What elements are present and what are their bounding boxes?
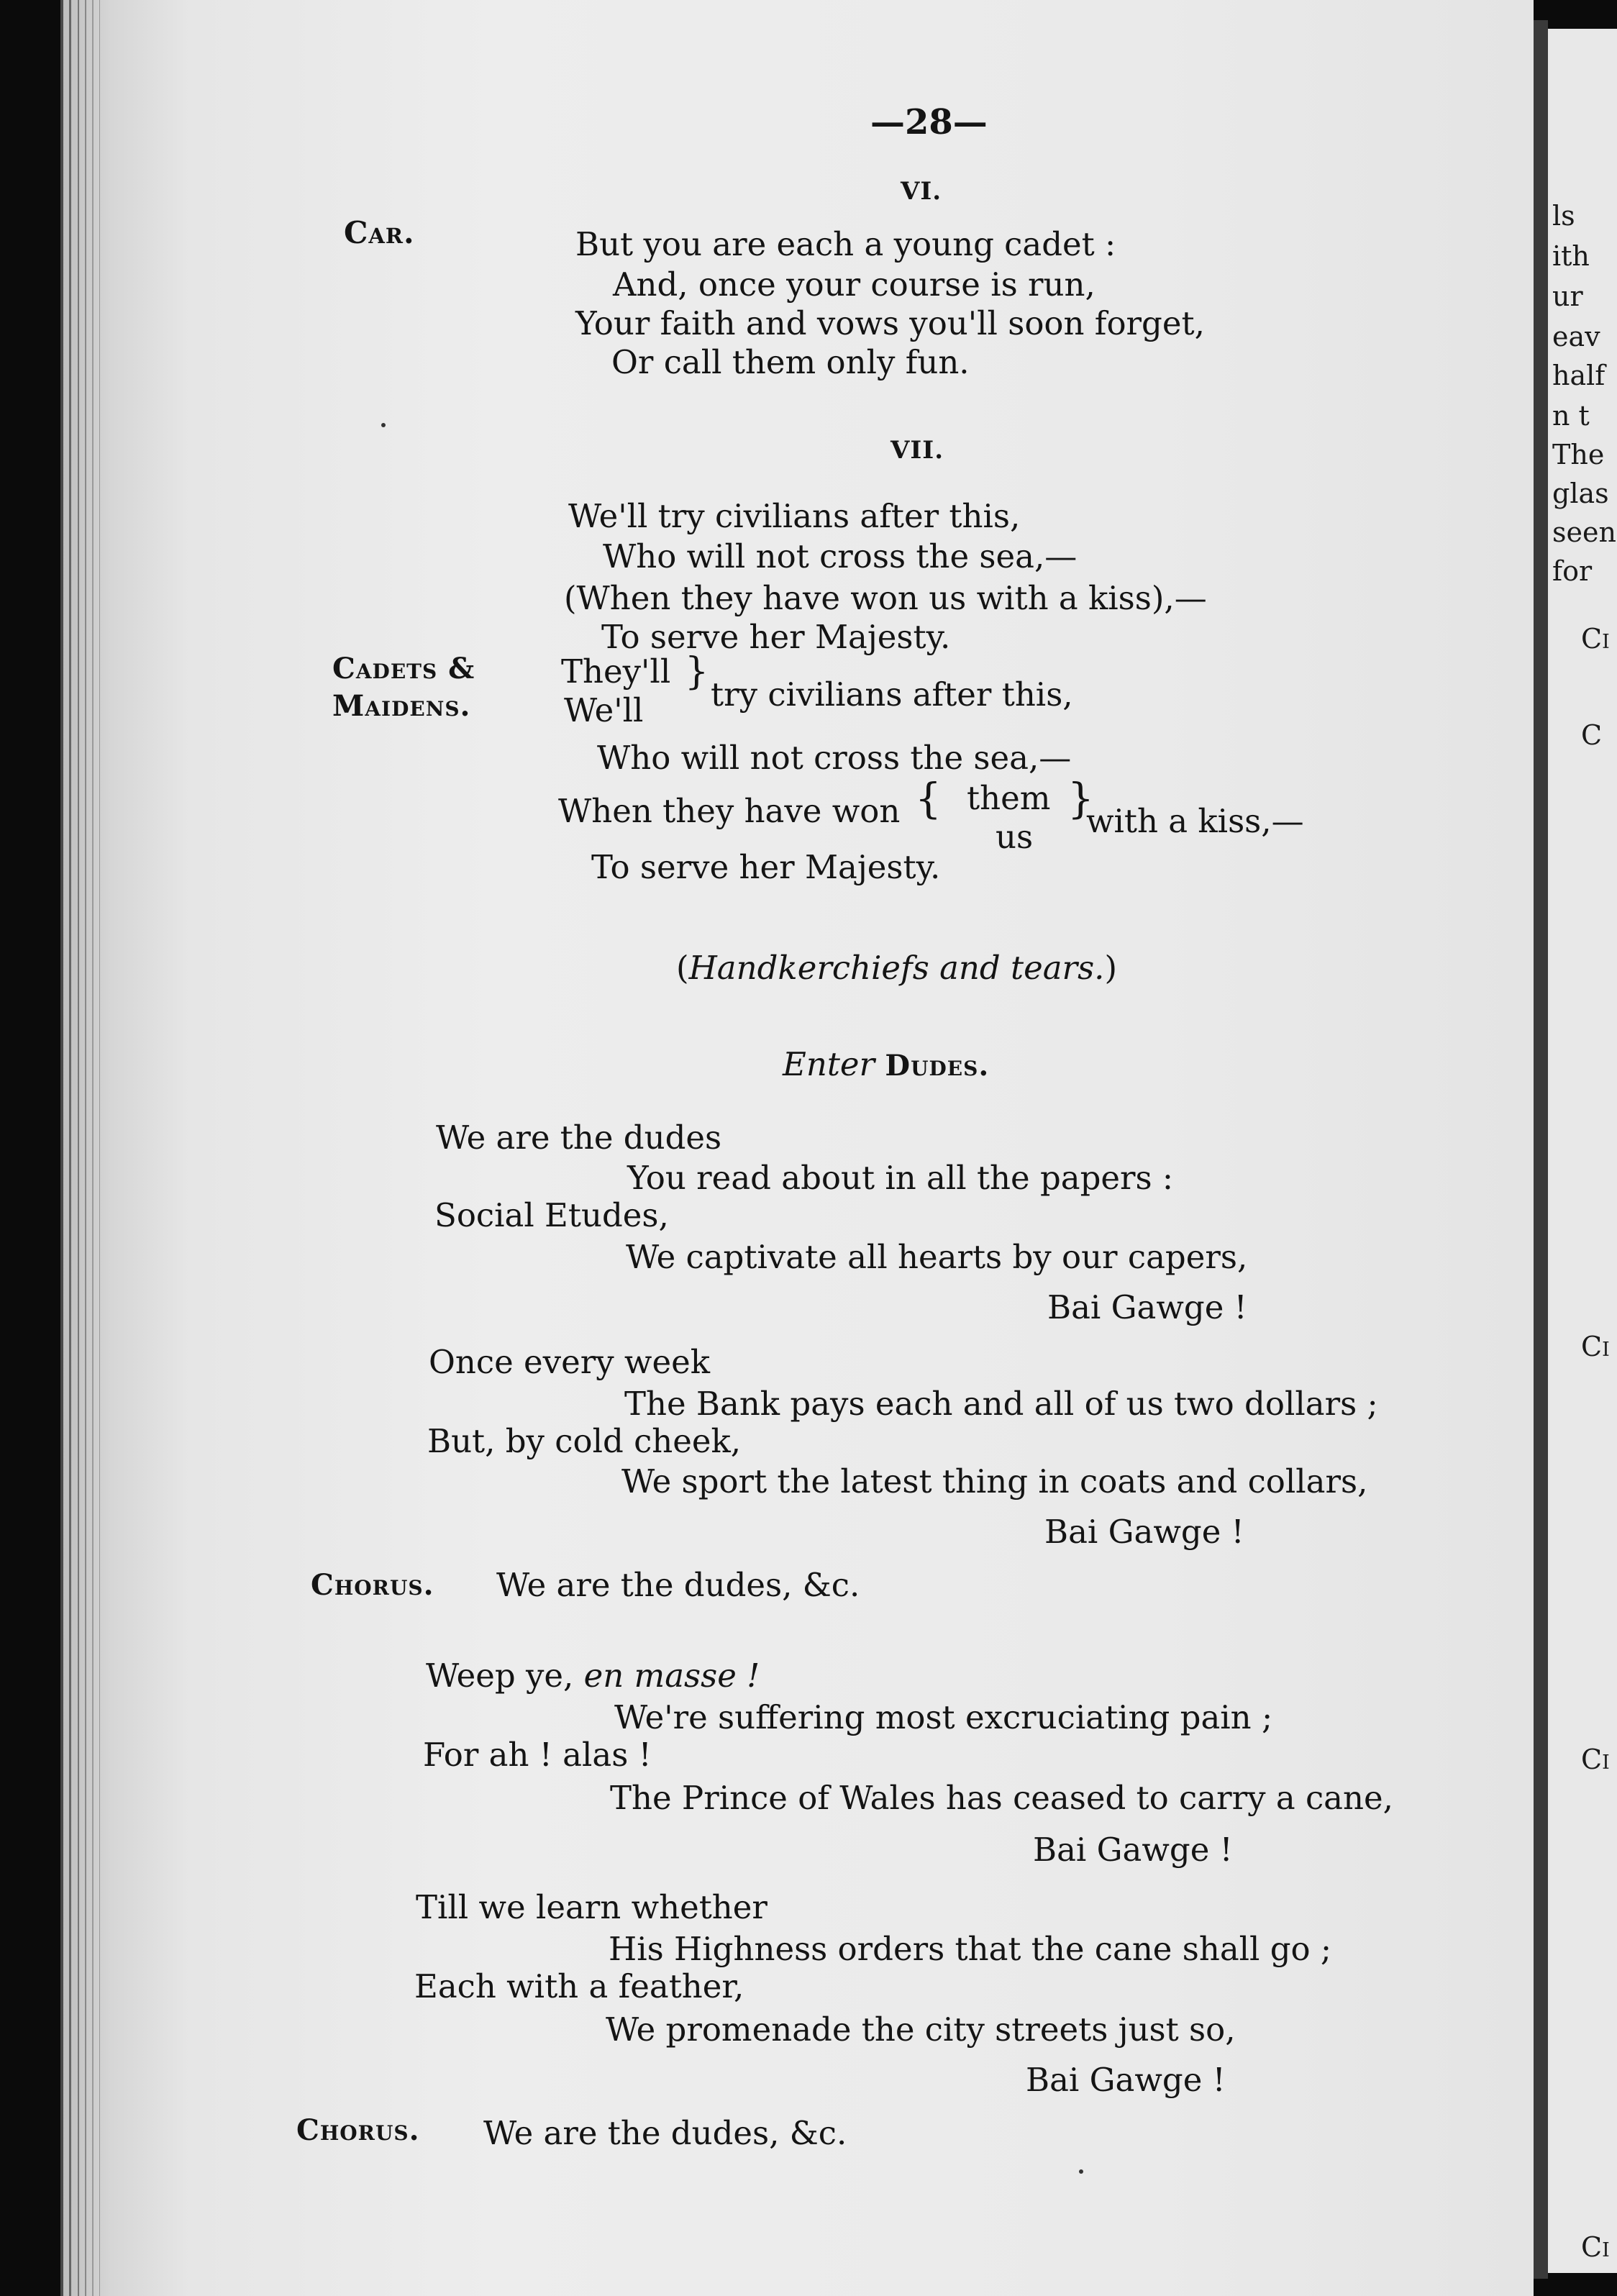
song-line bbox=[426, 1657, 760, 1695]
facing-page-cap: Cı bbox=[1581, 1331, 1610, 1362]
chorus-label: Chorus. bbox=[296, 2113, 420, 2147]
facing-page-fragment: seen bbox=[1552, 516, 1616, 548]
verse-line: Who will not cross the sea,— bbox=[597, 739, 1072, 777]
stage-direction-text: Handkerchiefs and tears. bbox=[688, 949, 1105, 987]
verse-line: To serve her Majesty. bbox=[601, 618, 951, 656]
chorus-text: We are the dudes, &c. bbox=[483, 2114, 847, 2152]
song-line: The Bank pays each and all of us two dollars ; bbox=[624, 1385, 1378, 1423]
stage-direction-handkerchiefs bbox=[676, 949, 1117, 987]
stage-direction-enter bbox=[783, 1046, 989, 1085]
song-line: We are the dudes bbox=[436, 1119, 722, 1157]
song-line: You read about in all the papers : bbox=[627, 1159, 1174, 1197]
chorus-label: Chorus. bbox=[311, 1568, 434, 1602]
alternate-pronoun: us bbox=[996, 818, 1034, 856]
facing-page-cap: Cı bbox=[1581, 1744, 1610, 1775]
paren-close: ) bbox=[1104, 949, 1118, 987]
speaker-label: Car. bbox=[344, 215, 415, 250]
verse-line: And, once your course is run, bbox=[613, 265, 1096, 304]
song-line: But, by cold cheek, bbox=[427, 1422, 742, 1460]
verse-line: But you are each a young cadet : bbox=[575, 225, 1116, 263]
verse-line: with a kiss,— bbox=[1086, 802, 1304, 840]
song-line: Bai Gawge ! bbox=[1033, 1831, 1233, 1869]
song-line: We captivate all hearts by our capers, bbox=[626, 1238, 1248, 1276]
ink-speck bbox=[1079, 2169, 1083, 2174]
verse-line: try civilians after this, bbox=[711, 675, 1073, 714]
facing-page-fragment: n t bbox=[1552, 400, 1590, 432]
song-line: We sport the latest thing in coats and collars, bbox=[621, 1462, 1368, 1500]
verse-line: (When they have won us with a kiss),— bbox=[564, 579, 1207, 617]
stage-direction-enter-word: Enter bbox=[783, 1045, 875, 1083]
verse-numeral: VI. bbox=[901, 177, 942, 206]
song-line: His Highness orders that the cane shall go ; bbox=[609, 1930, 1332, 1968]
song-line: Bai Gawge ! bbox=[1044, 1513, 1244, 1551]
speaker-label: Maidens. bbox=[332, 689, 471, 723]
facing-page-cap: Cı bbox=[1581, 623, 1610, 655]
facing-page-fragment: ith bbox=[1552, 240, 1590, 272]
verse-line: Who will not cross the sea,— bbox=[603, 537, 1078, 575]
facing-page-strip bbox=[1548, 29, 1617, 2273]
verse-numeral: VII. bbox=[891, 436, 944, 465]
alternate-pronoun: them bbox=[967, 779, 1051, 817]
verse-line: Or call them only fun. bbox=[611, 343, 970, 381]
book-gutter bbox=[1534, 20, 1548, 2279]
speaker-label: Cadets & bbox=[332, 652, 475, 685]
alternate-pronoun: They'll bbox=[561, 652, 671, 691]
facing-page-fragment: ls bbox=[1552, 200, 1575, 232]
facing-page-cap: C bbox=[1581, 719, 1603, 751]
song-line: Each with a feather, bbox=[414, 1967, 744, 2005]
brace-right: } bbox=[685, 650, 709, 693]
song-line: We're suffering most excruciating pain ; bbox=[614, 1698, 1273, 1736]
song-line: Bai Gawge ! bbox=[1047, 1288, 1247, 1326]
facing-page-fragment: for bbox=[1552, 555, 1593, 587]
facing-page-fragment: The bbox=[1552, 439, 1605, 470]
facing-page-cap: Cı bbox=[1581, 2231, 1610, 2263]
verse-line: Your faith and vows you'll soon forget, bbox=[575, 304, 1205, 342]
song-line: The Prince of Wales has ceased to carry a cane, bbox=[610, 1779, 1393, 1817]
song-line: For ah ! alas ! bbox=[423, 1736, 652, 1774]
page-number: —28— bbox=[870, 102, 988, 142]
facing-page-fragment: ur bbox=[1552, 281, 1583, 312]
brace-left: { bbox=[915, 774, 942, 823]
song-line: Till we learn whether bbox=[416, 1888, 767, 1926]
chorus-text: We are the dudes, &c. bbox=[496, 1566, 860, 1604]
song-line: We promenade the city streets just so, bbox=[606, 2010, 1236, 2049]
verse-line: When they have won bbox=[558, 792, 901, 830]
alternate-pronoun: We'll bbox=[564, 691, 644, 729]
verse-line: We'll try civilians after this, bbox=[568, 497, 1021, 535]
stage-direction-enter-who: Dudes. bbox=[885, 1049, 990, 1083]
verse-line: To serve her Majesty. bbox=[591, 848, 941, 886]
song-line-start: Weep ye, bbox=[426, 1657, 574, 1695]
song-line-italic: en masse ! bbox=[583, 1657, 760, 1695]
song-line: Social Etudes, bbox=[434, 1196, 669, 1234]
song-line: Once every week bbox=[429, 1343, 710, 1381]
paren-open: ( bbox=[676, 949, 689, 987]
facing-page-fragment: half bbox=[1552, 360, 1605, 391]
facing-page-fragment: glas bbox=[1552, 478, 1609, 509]
facing-page-fragment: eav bbox=[1552, 321, 1600, 352]
ink-speck bbox=[381, 423, 386, 427]
song-line: Bai Gawge ! bbox=[1026, 2061, 1226, 2099]
brace-right: } bbox=[1067, 774, 1094, 823]
